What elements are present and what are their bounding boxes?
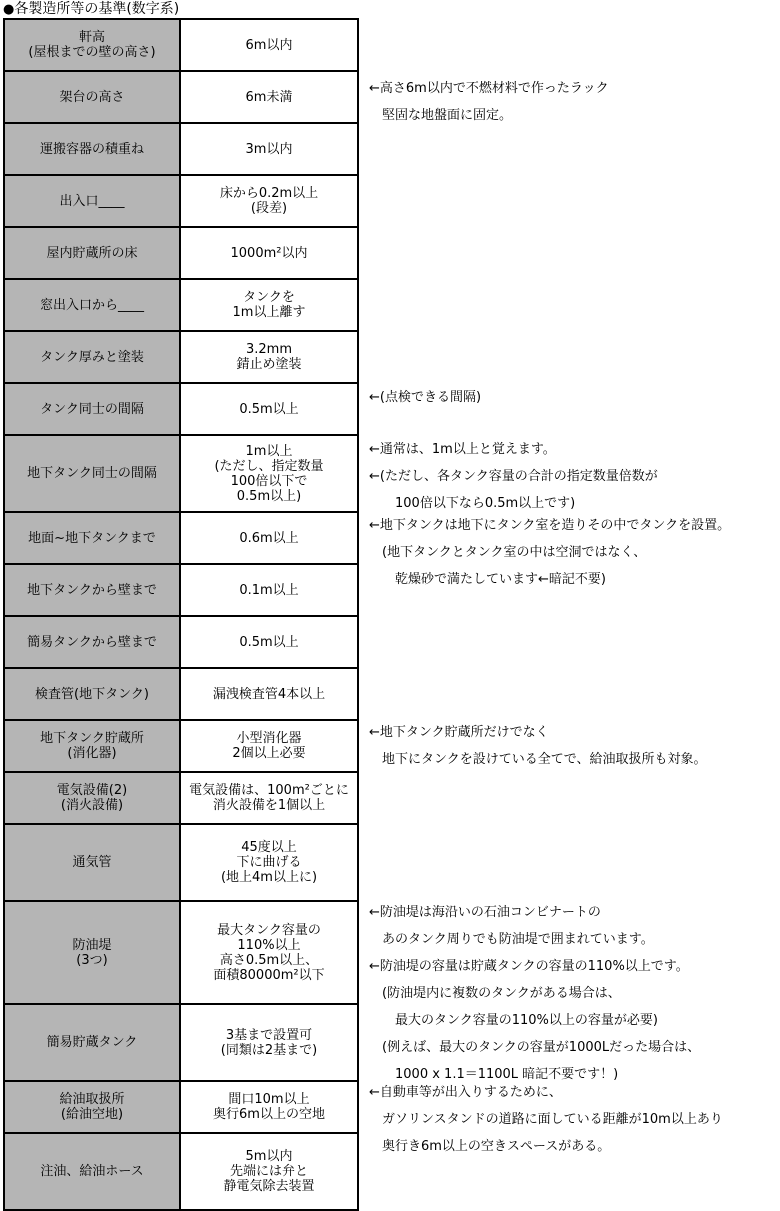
- row-value: 5m以内 先端には弁と 静電気除去装置: [180, 1133, 358, 1210]
- table-row: [4, 331, 358, 383]
- row-value: 6m未満: [180, 71, 358, 123]
- note-line: 最大のタンク容量の110%以上の容量が必要): [369, 1013, 658, 1028]
- page-title-text: 各製造所等の基準(数字系): [14, 1, 180, 17]
- table-row: [4, 1004, 358, 1081]
- row-value: 6m以内: [180, 19, 358, 71]
- row-label: 地下タンク貯蔵所 (消化器): [4, 720, 180, 772]
- table-row: [4, 227, 358, 279]
- standards-table: [3, 18, 359, 1211]
- row-label: 軒高 (屋根までの壁の高さ): [4, 19, 180, 71]
- note-line: ガソリンスタンドの道路に面している距離が10m以上あり: [369, 1112, 723, 1127]
- row-label: 簡易貯蔵タンク: [4, 1004, 180, 1081]
- note-line: (例えば、最大のタンクの容量が1000Lだった場合は、: [369, 1040, 701, 1055]
- note-line: (防油堤内に複数のタンクがある場合は、: [369, 986, 621, 1001]
- table-row: [4, 435, 358, 512]
- note-line: (地下タンクとタンク室の中は空洞ではなく、: [369, 545, 647, 560]
- note-line: 地下にタンクを設けている全てで、給油取扱所も対象。: [369, 752, 707, 767]
- table-row: [4, 616, 358, 668]
- row-label: 運搬容器の積重ね: [4, 123, 180, 175]
- row-value: 漏洩検査管4本以上: [180, 668, 358, 720]
- note-rack: [369, 75, 609, 129]
- table-row: [4, 123, 358, 175]
- note-underground-gap: [369, 436, 658, 517]
- note-line: ←(点検できる間隔): [369, 390, 482, 405]
- note-line: ←地下タンクは地下にタンク室を造りその中でタンクを設置。: [369, 518, 731, 533]
- row-label: 給油取扱所 (給油空地): [4, 1081, 180, 1133]
- row-value: タンクを 1m以上離す: [180, 279, 358, 331]
- table-row: [4, 1133, 358, 1210]
- row-label: 電気設備(2) (消火設備): [4, 772, 180, 824]
- note-gas-station: [369, 1079, 723, 1160]
- note-line: 乾燥砂で満たしています←暗記不要): [369, 572, 606, 587]
- row-label: 簡易タンクから壁まで: [4, 616, 180, 668]
- note-underground-room: [369, 512, 730, 593]
- table-row: [4, 383, 358, 435]
- row-label: 地下タンクから壁まで: [4, 564, 180, 616]
- note-tank-gap: [369, 384, 481, 411]
- note-line: ←地下タンク貯蔵所だけでなく: [369, 725, 549, 740]
- row-value: 3基まで設置可 (同類は2基まで): [180, 1004, 358, 1081]
- table-row: [4, 668, 358, 720]
- table-row: [4, 71, 358, 123]
- page-title: [3, 0, 179, 18]
- table-row: [4, 720, 358, 772]
- note-line: 奥行き6m以上の空きスペースがある。: [369, 1139, 611, 1154]
- row-value: 間口10m以上 奥行6m以上の空地: [180, 1081, 358, 1133]
- note-line: ←防油堤の容量は貯蔵タンクの容量の110%以上です。: [369, 959, 689, 974]
- row-label: 窓出入口から____: [4, 279, 180, 331]
- row-value: 床から0.2m以上 (段差): [180, 175, 358, 227]
- row-label: 出入口____: [4, 175, 180, 227]
- note-line: ←自動車等が出入りするために、: [369, 1085, 562, 1100]
- note-line: 100倍以下なら0.5m以上です): [369, 496, 576, 511]
- table-row: [4, 19, 358, 71]
- row-value: 0.6m以上: [180, 512, 358, 564]
- row-value: 3.2mm 錆止め塗装: [180, 331, 358, 383]
- row-value: 3m以内: [180, 123, 358, 175]
- row-label: タンク同士の間隔: [4, 383, 180, 435]
- note-line: 1000 x 1.1＝1100L 暗記不要です！): [369, 1067, 619, 1082]
- row-value: 0.5m以上: [180, 616, 358, 668]
- table-row: [4, 772, 358, 824]
- row-value: 0.5m以上: [180, 383, 358, 435]
- row-label: 地面~地下タンクまで: [4, 512, 180, 564]
- note-line: ←通常は、1m以上と覚えます。: [369, 442, 556, 457]
- note-line: 堅固な地盤面に固定。: [369, 108, 513, 123]
- row-value: 最大タンク容量の 110%以上 高さ0.5m以上、 面積80000m²以下: [180, 901, 358, 1004]
- note-extinguisher: [369, 719, 706, 773]
- row-value: 45度以上 下に曲げる (地上4m以上に): [180, 824, 358, 901]
- note-dike: [369, 899, 700, 1088]
- row-label: 防油堤 (3つ): [4, 901, 180, 1004]
- table-row: [4, 279, 358, 331]
- row-label: 地下タンク同士の間隔: [4, 435, 180, 512]
- table-row: [4, 175, 358, 227]
- bullet-icon: ●: [3, 2, 15, 17]
- table-row: [4, 901, 358, 1004]
- row-label: タンク厚みと塗装: [4, 331, 180, 383]
- table-row: [4, 512, 358, 564]
- row-label: 通気管: [4, 824, 180, 901]
- row-value: 1m以上 (ただし、指定数量 100倍以下で 0.5m以上): [180, 435, 358, 512]
- row-value: 電気設備は、100m²ごとに 消火設備を1個以上: [180, 772, 358, 824]
- row-label: 屋内貯蔵所の床: [4, 227, 180, 279]
- table-row: [4, 824, 358, 901]
- row-value: 小型消化器 2個以上必要: [180, 720, 358, 772]
- table-row: [4, 1081, 358, 1133]
- table-row: [4, 564, 358, 616]
- note-line: あのタンク周りでも防油堤で囲まれています。: [369, 932, 654, 947]
- note-line: ←(ただし、各タンク容量の合計の指定数量倍数が: [369, 469, 658, 484]
- note-line: ←防油堤は海沿いの石油コンビナートの: [369, 905, 601, 920]
- row-value: 1000m²以内: [180, 227, 358, 279]
- note-line: ←高さ6m以内で不燃材料で作ったラック: [369, 81, 609, 96]
- row-label: 検査管(地下タンク): [4, 668, 180, 720]
- row-value: 0.1m以上: [180, 564, 358, 616]
- row-label: 注油、給油ホース: [4, 1133, 180, 1210]
- row-label: 架台の高さ: [4, 71, 180, 123]
